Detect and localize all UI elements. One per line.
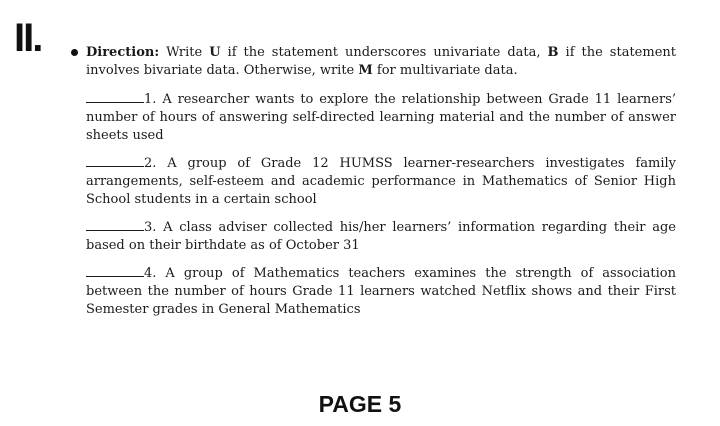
question-item-1 [86, 90, 676, 145]
item-text: A class adviser collected his/her learners’ information regarding their age based on their birthdate as of October 31 [86, 220, 676, 253]
answer-blank-3[interactable] [86, 218, 144, 231]
question-item-3 [86, 218, 676, 255]
item-number: 2. [144, 156, 157, 171]
page-number-label: PAGE 5 [318, 391, 402, 417]
direction-paragraph [86, 44, 676, 80]
section-numeral: II. [14, 16, 42, 60]
letter-m: M [358, 63, 373, 78]
item-text: A group of Mathematics teachers examines the strength of association between the number of hours Grade 11 learners watched Netflix shows and their First Semester grades in General Mathematics [86, 266, 676, 317]
bullet-dot-icon [71, 49, 78, 56]
direction-label: Direction: [86, 45, 160, 60]
direction-text-2: if the statement underscores univariate data, [220, 45, 548, 60]
letter-u: U [209, 45, 221, 60]
direction-text-1: Write [159, 45, 210, 60]
item-number: 4. [144, 266, 157, 281]
answer-blank-2[interactable] [86, 154, 144, 167]
question-item-2 [86, 154, 676, 209]
letter-b: B [547, 45, 559, 60]
question-item-4 [86, 264, 676, 319]
direction-text-3: if the statement involves bivariate data. Otherwise, write [86, 45, 676, 78]
answer-blank-1[interactable] [86, 90, 144, 103]
worksheet-content [86, 44, 676, 328]
answer-blank-4[interactable] [86, 264, 144, 277]
direction-text-4: for multivariate data. [372, 63, 518, 78]
item-number: 1. [144, 92, 157, 107]
item-text: A researcher wants to explore the relationship between Grade 11 learners’ number of hours of answering self-directed learning material and the number of answer sheets used [86, 92, 677, 143]
item-text: A group of Grade 12 HUMSS learner-researchers investigates family arrangements, self-esteem and academic performance in Mathematics of Senior High School students in a certain school [86, 156, 676, 207]
item-number: 3. [144, 220, 157, 235]
